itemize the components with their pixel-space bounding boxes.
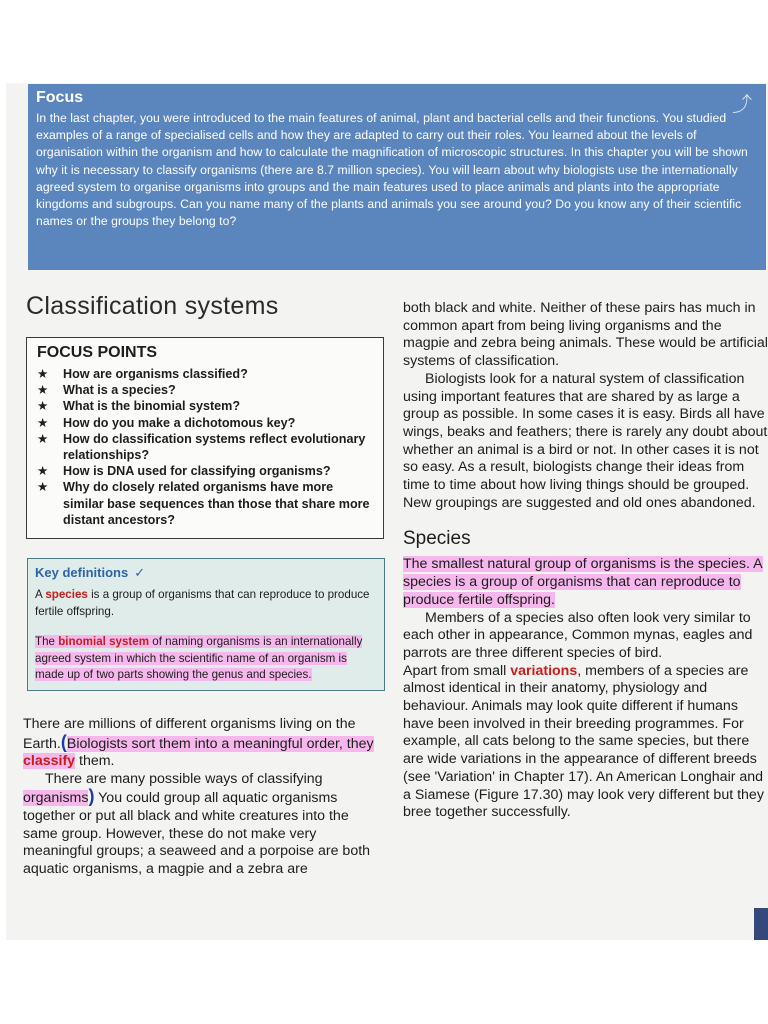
star-icon: ★	[37, 415, 49, 430]
pen-bracket-close-icon: )	[88, 786, 95, 807]
right-column-text	[403, 300, 768, 822]
paragraph: Apart from small variations, members of a species are almost identical in their anatomy, physiology and behaviour. Animals may look quite different if humans have been involved in their breeding programmes. For example, all cats belong to the same species, but there are wide variations in the appearance of different breeds (see 'Variation' in Chapter 17). An American Longhair and a Siamese (Figure 17.30) may look very different but they bree together successfully.	[403, 662, 764, 821]
focus-points-box	[26, 337, 384, 539]
page-edge-tab	[754, 908, 768, 940]
term-species: species	[45, 588, 88, 601]
left-column-text	[23, 716, 383, 878]
definition-binomial-system: The binomial system of naming organisms is an internationally agreed system in which the scientific name of an organism is made up of two parts showing the genus and species.	[35, 635, 363, 681]
star-icon: ★	[37, 464, 49, 479]
focus-point-item: ★ Why do closely related organisms have more similar base sequences than those that share more distant ancestors?	[37, 480, 370, 527]
species-heading: Species	[403, 528, 471, 550]
paragraph: The smallest natural group of organisms is the species. A species is a group of organisms that can reproduce to produce fertile offspring.	[403, 556, 763, 608]
section-title: Classification systems	[26, 292, 279, 320]
definition-species: A species is a group of organisms that can reproduce to produce fertile offspring.	[35, 588, 370, 618]
focus-point-item: ★ What is a species?	[37, 383, 176, 398]
star-icon: ★	[37, 383, 49, 398]
star-icon: ★	[37, 367, 49, 381]
paragraph: Biologists look for a natural system of classification using important features that are shared by as large a group as possible. In some cases it is easy. Birds all have wings, beaks and feathers; there is rarely any doubt about whether an animal is a bird or not. In other cases it is not so easy. As a result, biologists change their ideas from time to time about how living things should be grouped. New groupings are suggested and old ones abandoned.	[403, 370, 768, 511]
focus-point-item: ★ How do you make a dichotomous key?	[37, 415, 296, 430]
term-classify: classify	[23, 753, 76, 770]
star-icon: ★	[37, 480, 49, 495]
pen-tick-icon: ✓	[134, 565, 146, 580]
corner-curl-icon: ⤴	[732, 94, 752, 116]
focus-points-list	[37, 366, 375, 528]
term-binomial-system: binomial system	[58, 635, 150, 648]
paragraph: Members of a species also often look very similar to each other in appearance, Common mynas, eagles and parrots are three different species of bird.	[403, 609, 753, 661]
paragraph: There are many possible ways of classifying organisms) You could group all aquatic organisms together or put all black and white creatures into the same group. However, these do not make very meaningful groups; a seaweed and a porpoise are both aquatic organisms, a magpie and a zebra are	[23, 770, 371, 877]
paragraph: There are millions of different organisms living on the Earth.(Biologists sort them into a meaningful order, they classify them.	[23, 716, 374, 770]
term-variations: variations	[510, 662, 578, 679]
key-definitions-title: Key definitions ✓	[35, 565, 146, 580]
star-icon: ★	[37, 431, 49, 446]
focus-point-item: ★ How is DNA used for classifying organisms?	[37, 464, 331, 479]
paragraph: both black and white. Neither of these pairs has much in common apart from being living organisms and the magpie and zebra being animals. These would be artificial systems of classification.	[403, 300, 768, 370]
key-definitions-box	[27, 558, 385, 691]
focus-point-item: ★ What is the binomial system?	[37, 399, 241, 414]
pen-bracket-open-icon: (	[60, 731, 67, 752]
focus-text: In the last chapter, you were introduced to the main features of animal, plant and bacterial cells and their functions. You studied examples of a range of specialised cells and how they are adapted to carry out their roles. You learned about the levels of organisation within the organism and how to calculate the magnification of microscopic structures. In this chapter you will be shown why it is necessary to classify organisms (there are 8.7 million species). You will learn about why biologists use the internationally agreed system to organise organisms into groups and the main features used to place animals and plants into the appropriate kingdoms and subgroups. Can you name many of the plants and animals you see around you? Do you know any of their scientific names or the groups they belong to?	[36, 111, 748, 229]
focus-point-item: ★ How are organisms classified?	[37, 367, 248, 381]
focus-box	[28, 84, 766, 270]
focus-point-item: ★ How do classification systems reflect evolutionary relationships?	[37, 431, 366, 463]
focus-title: Focus	[36, 89, 84, 106]
star-icon: ★	[37, 399, 49, 414]
focus-points-title: FOCUS POINTS	[37, 344, 158, 361]
